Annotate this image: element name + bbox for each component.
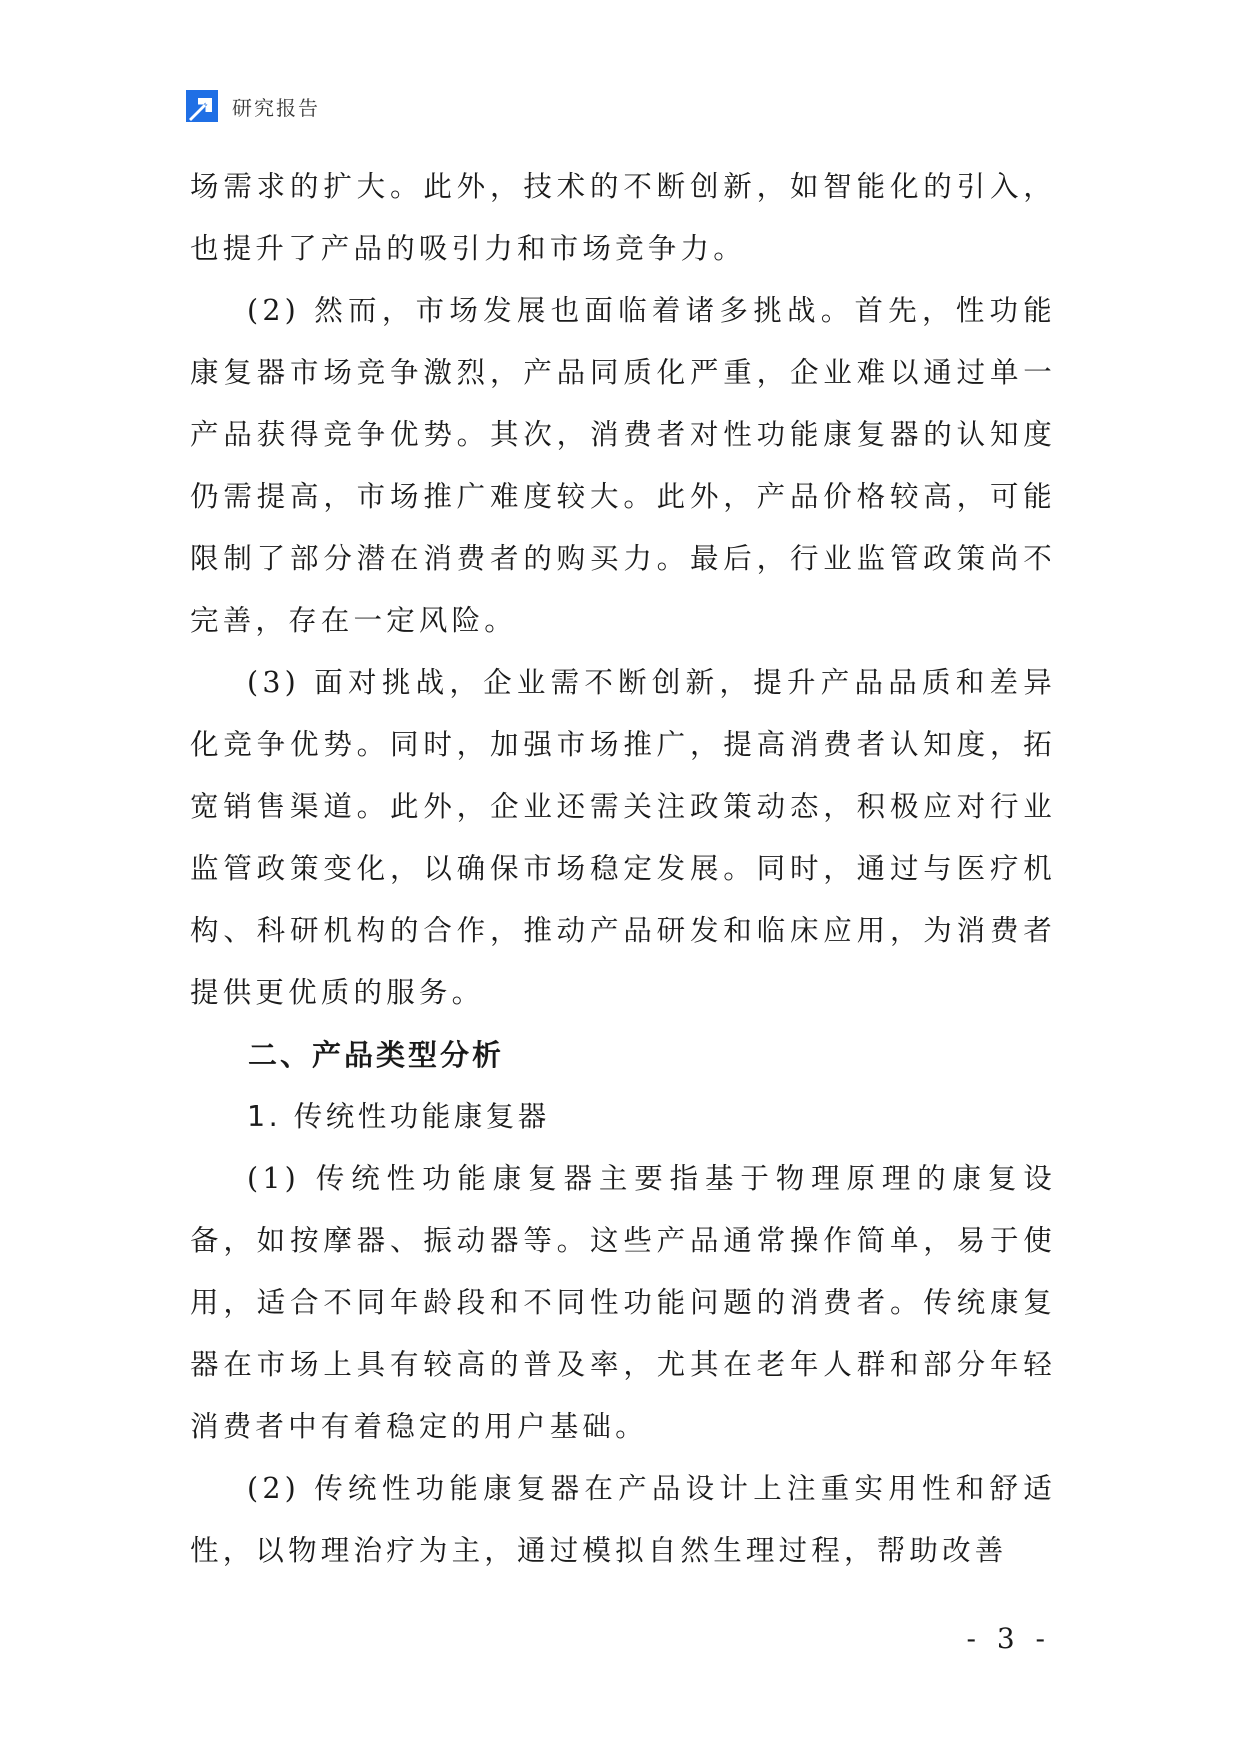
paragraph-3: (3) 面对挑战，企业需不断创新，提升产品品质和差异化竞争优势。同时，加强市场推广，提高消费者认知度，拓宽销售渠道。此外，企业还需关注政策动态，积极应对行业监管政策变化，以确保市场稳定发展。同时，通过与医疗机构、科研机构的合作，推动产品研发和临床应用，为消费者提供更优质的服务。 — [190, 666, 1056, 1009]
paragraph-2: (2) 然而，市场发展也面临着诸多挑战。首先，性功能康复器市场竞争激烈，产品同质化严重，企业难以通过单一产品获得竞争优势。其次，消费者对性功能康复器的认知度仍需提高，市场推广难度较大。此外，产品价格较高，可能限制了部分潜在消费者的购买力。最后，行业监管政策尚不完善，存在一定风险。 — [190, 294, 1056, 637]
section-paragraph-1: (1) 传统性功能康复器主要指基于物理原理的康复设备，如按摩器、振动器等。这些产品通常操作简单，易于使用，适合不同年龄段和不同性功能问题的消费者。传统康复器在市场上具有较高的普及率，尤其在老年人群和部分年轻消费者中有着稳定的用户基础。 — [190, 1162, 1056, 1443]
page-number: - 3 - — [966, 1622, 1051, 1655]
header-title: 研究报告 — [232, 95, 320, 120]
report-header — [186, 88, 320, 124]
paragraph-continued: 场需求的扩大。此外，技术的不断创新，如智能化的引入，也提升了产品的吸引力和市场竞争力。 — [190, 170, 1056, 265]
document-body — [190, 156, 1056, 1582]
arrow-up-right-icon — [186, 90, 218, 122]
subsection-heading: 1. 传统性功能康复器 — [247, 1100, 550, 1133]
section-paragraph-2: (2) 传统性功能康复器在产品设计上注重实用性和舒适性，以物理治疗为主，通过模拟自然生理过程，帮助改善 — [190, 1472, 1056, 1567]
section-heading: 二、产品类型分析 — [248, 1038, 505, 1072]
